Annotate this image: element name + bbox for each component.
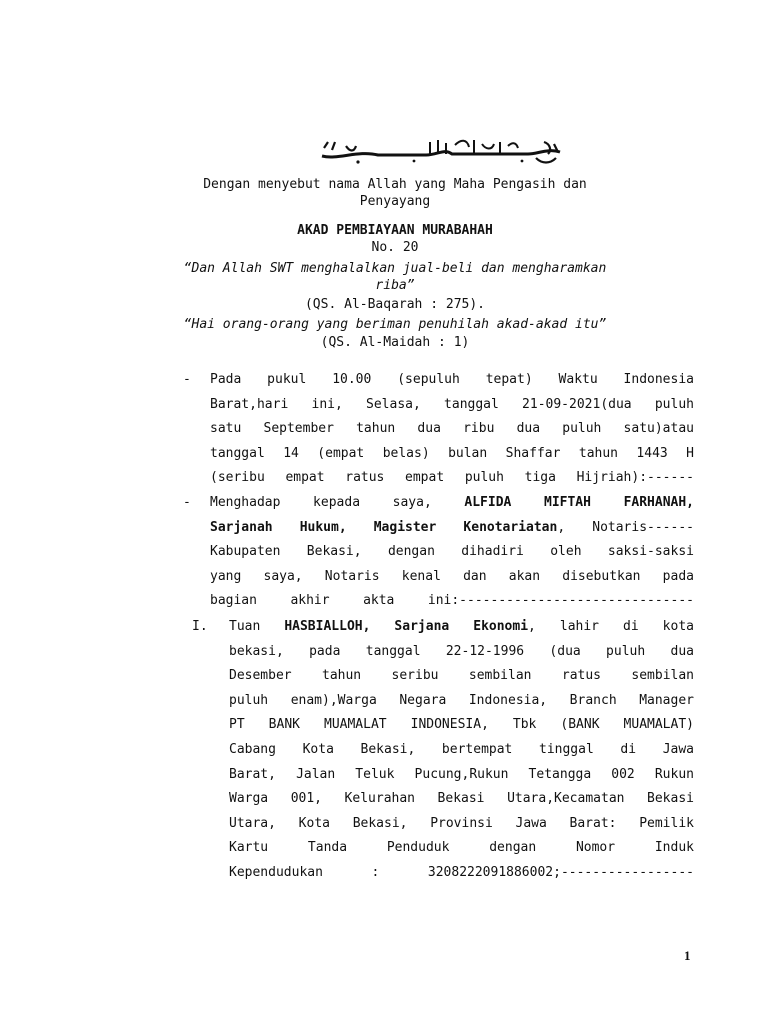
paragraph-line [210, 516, 694, 541]
paragraph-line: Desember tahun seribu sembilan ratus sembilan [229, 668, 694, 684]
paragraph-numeral: I. [192, 619, 208, 634]
paragraph-line: Kartu Tanda Penduduk dengan Nomor Induk [229, 840, 694, 856]
paragraph-line: (seribu empat ratus empat puluh tiga Hijriah):------ [210, 470, 694, 486]
quran-quote [150, 260, 640, 294]
paragraph-line: PT BANK MUAMALAT INDONESIA, Tbk (BANK MUAMALAT) [229, 717, 694, 733]
paragraph-line [210, 491, 694, 516]
opening-heading-line: Penyayang [359, 194, 431, 209]
quran-quote: “Hai orang-orang yang beriman penuhilah akad-akad itu” [183, 317, 607, 332]
paragraph-line: puluh enam),Warga Negara Indonesia, Branch Manager [229, 692, 694, 708]
notary-degree: Sarjanah Hukum, Magister Kenotariatan [210, 519, 558, 535]
paragraph-line: satu September tahun dua ribu dua puluh satu)atau [210, 421, 694, 437]
paragraph-notary [210, 491, 694, 614]
party-name: HASBIALLOH, Sarjana Ekonomi [284, 619, 529, 634]
paragraph-line: Utara, Kota Bekasi, Provinsi Jawa Barat: Pemilik [229, 815, 694, 831]
paragraph-line: Cabang Kota Bekasi, bertempat tinggal di Jawa [229, 741, 694, 757]
paragraph-time [210, 368, 694, 491]
quote-line: riba” [375, 278, 415, 293]
quote-reference: (QS. Al-Baqarah : 275). [304, 297, 485, 312]
deed-title [150, 222, 640, 256]
paragraph-bullet: - [183, 495, 191, 510]
paragraph-line: bekasi, pada tanggal 22-12-1996 (dua puluh dua [229, 643, 694, 659]
paragraph-line: Barat, Jalan Teluk Pucung,Rukun Tetangga 002 Rukun [229, 766, 694, 782]
paragraph-line: Kependudukan : 3208222091886002;----------------- [229, 864, 694, 880]
paragraph-line: bagian akhir akta ini:------------------------------ [210, 593, 694, 609]
basmala-calligraphy-icon [318, 136, 564, 166]
quote-reference: (QS. Al-Maidah : 1) [320, 335, 470, 350]
paragraph-text: , Notaris------ [557, 519, 694, 535]
paragraph-line [229, 615, 694, 640]
paragraph-text: , lahir di kota [528, 619, 694, 634]
paragraph-line: Barat,hari ini, Selasa, tanggal 21-09-2021(dua puluh [210, 396, 694, 412]
deed-number: No. 20 [371, 240, 419, 255]
page-number: 1 [684, 948, 691, 963]
paragraph-bullet: - [183, 372, 191, 387]
paragraph-line: Pada pukul 10.00 (sepuluh tepat) Waktu Indonesia [210, 372, 694, 387]
paragraph-line: yang saya, Notaris kenal dan akan disebutkan pada [210, 568, 694, 584]
quote-line: “Dan Allah SWT menghalalkan jual-beli dan mengharamkan [183, 261, 607, 276]
paragraph-text: Tuan [229, 619, 285, 634]
paragraph-text: Menghadap kepada saya, [210, 495, 465, 510]
paragraph-line: Warga 001, Kelurahan Bekasi Utara,Kecamatan Bekasi [229, 791, 694, 807]
notary-name: ALFIDA MIFTAH FARHANAH, [464, 495, 695, 510]
deed-title-name: AKAD PEMBIAYAAN MURABAHAH [297, 223, 493, 238]
opening-heading-line: Dengan menyebut nama Allah yang Maha Pengasih dan [203, 177, 587, 192]
paragraph-party [229, 615, 694, 886]
paragraph-line: tanggal 14 (empat belas) bulan Shaffar tahun 1443 H [210, 445, 694, 461]
opening-heading [150, 176, 640, 210]
paragraph-line: Kabupaten Bekasi, dengan dihadiri oleh saksi-saksi [210, 544, 694, 560]
